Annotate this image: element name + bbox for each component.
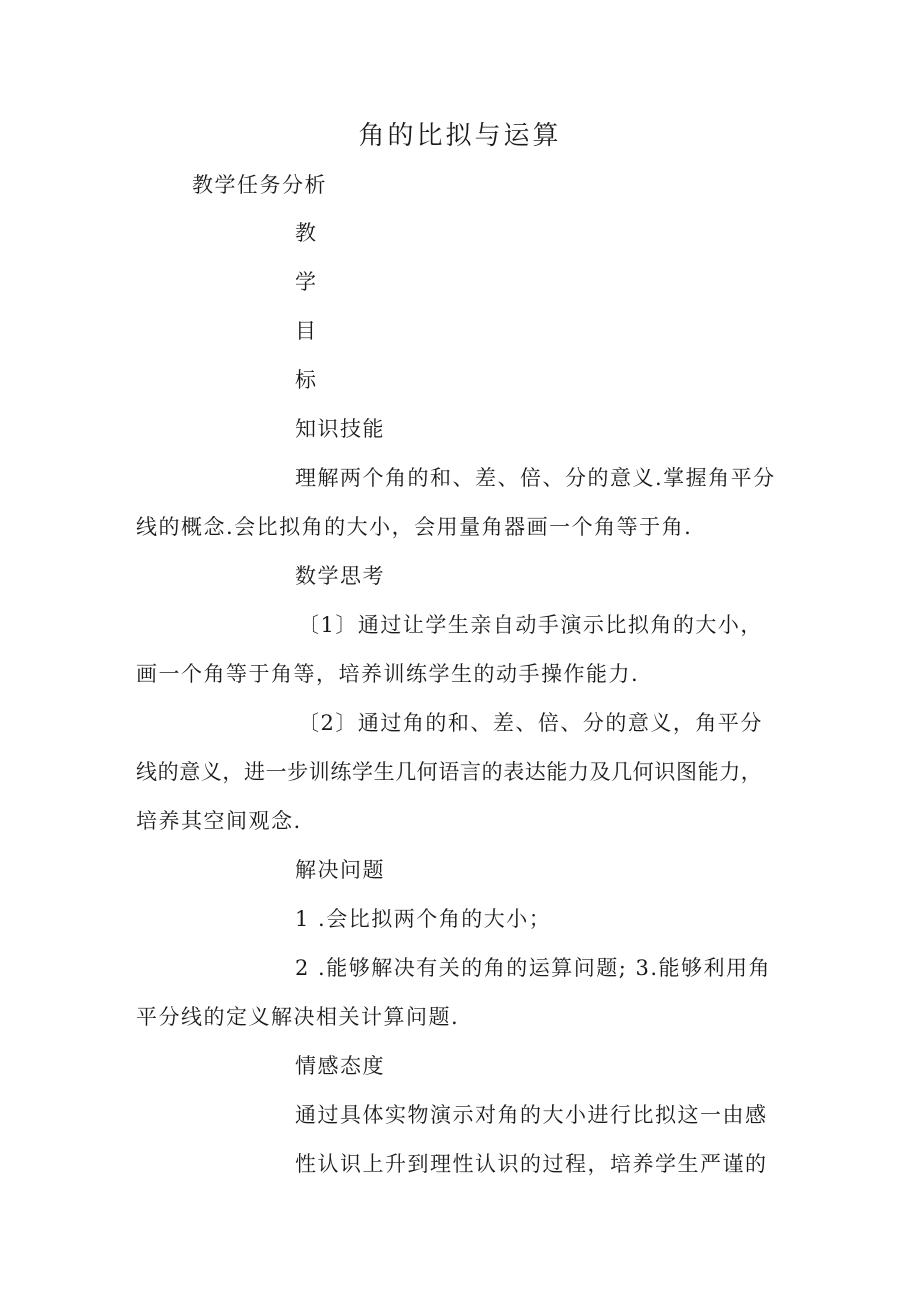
document-title: 角的比拟与运算	[358, 121, 562, 151]
vertical-label-char: 教	[295, 221, 318, 245]
math-thinking-item2-line: 培养其空间观念.	[136, 809, 302, 833]
problem-solving-heading: 解决问题	[295, 858, 385, 882]
math-thinking-item1-line: 画一个角等于角等，培养训练学生的动手操作能力.	[136, 662, 640, 686]
attitude-heading: 情感态度	[295, 1054, 385, 1078]
math-thinking-item1-line: 〔1〕通过让学生亲自动手演示比拟角的大小，	[298, 613, 763, 637]
vertical-label-char: 学	[295, 270, 318, 294]
knowledge-heading: 知识技能	[295, 417, 385, 441]
knowledge-line: 理解两个角的和、差、倍、分的意义.掌握角平分	[295, 466, 776, 490]
vertical-label-char: 目	[295, 319, 318, 343]
math-thinking-item2-line: 〔2〕通过角的和、差、倍、分的意义，角平分	[298, 711, 763, 735]
math-thinking-heading: 数学思考	[295, 564, 385, 588]
problem-solving-item: 2 .能够解决有关的角的运算问题; 3.能够利用角	[295, 956, 771, 980]
problem-solving-item: 1 .会比拟两个角的大小；	[295, 907, 552, 931]
vertical-label-char: 标	[295, 368, 318, 392]
attitude-line: 性认识上升到理性认识的过程，培养学生严谨的	[295, 1152, 768, 1176]
problem-solving-item: 平分线的定义解决相关计算问题.	[136, 1005, 460, 1029]
attitude-line: 通过具体实物演示对角的大小进行比拟这一由感	[295, 1103, 768, 1127]
math-thinking-item2-line: 线的意义，进一步训练学生几何语言的表达能力及几何识图能力，	[136, 760, 763, 784]
knowledge-line: 线的概念.会比拟角的大小，会用量角器画一个角等于角.	[136, 515, 693, 539]
section-heading: 教学任务分析	[192, 173, 327, 197]
